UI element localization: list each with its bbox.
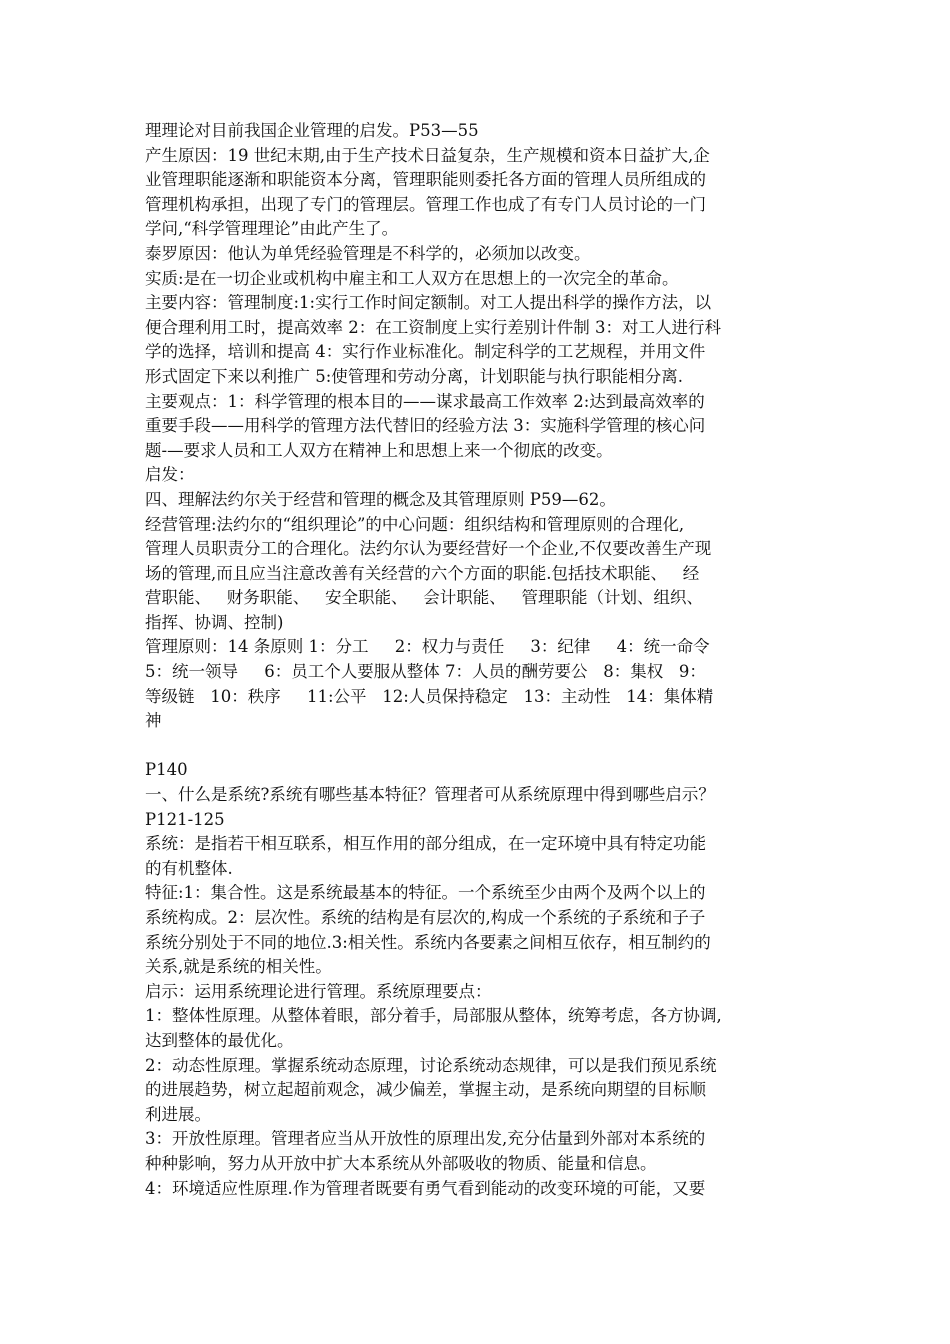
text-line: 的进展趋势，树立起超前观念，减少偏差，掌握主动，是系统向期望的目标顺 — [145, 1080, 706, 1100]
text-line: 4：环境适应性原理.作为管理者既要有勇气看到能动的改变环境的可能，又要 — [145, 1178, 706, 1198]
text-line: 学的选择，培训和提高 4：实行作业标准化。制定科学的工艺规程，并用文件 — [145, 342, 706, 362]
text-line: 学问,“科学管理理论”由此产生了。 — [145, 219, 399, 239]
text-line: 场的管理,而且应当注意改善有关经营的六个方面的职能.包括技术职能、 经 — [145, 563, 700, 583]
text-line: 的有机整体. — [145, 858, 233, 878]
text-line: 神 — [145, 711, 162, 731]
text-line: 达到整体的最优化。 — [145, 1030, 294, 1050]
text-line: 产生原因：19 世纪末期,由于生产技术日益复杂，生产规模和资本日益扩大,企 — [145, 145, 710, 165]
text-line: 系统：是指若干相互联系，相互作用的部分组成，在一定环境中具有特定功能 — [145, 834, 706, 854]
text-line: P140 — [145, 760, 188, 780]
text-line: 经营管理:法约尔的“组织理论”的中心问题：组织结构和管理原则的合理化, — [145, 514, 685, 534]
text-line: 管理机构承担，出现了专门的管理层。管理工作也成了有专门人员讨论的一门 — [145, 194, 706, 214]
text-line: 实质:是在一切企业或机构中雇主和工人双方在思想上的一次完全的革命。 — [145, 268, 679, 288]
text-line: 关系,就是系统的相关性。 — [145, 957, 332, 977]
blank-line — [145, 734, 817, 759]
text-line: 业管理职能逐渐和职能资本分离，管理职能则委托各方面的管理人员所组成的 — [145, 170, 706, 190]
text-line: 启发： — [145, 465, 195, 485]
text-line: 形式固定下来以利推广 5:使管理和劳动分离，计划职能与执行职能相分离. — [145, 366, 684, 386]
text-line: 系统构成。2：层次性。系统的结构是有层次的,构成一个系统的子系统和子子 — [145, 908, 706, 927]
text-line: 1：整体性原理。从整体着眼，部分着手，局部服从整体，统筹考虑，各方协调, — [145, 1006, 722, 1026]
text-line: 管理人员职责分工的合理化。法约尔认为要经营好一个企业,不仅要改善生产现 — [145, 539, 712, 559]
text-line: 主要内容：管理制度:1:实行工作时间定额制。对工人提出科学的操作方法，以 — [145, 293, 712, 313]
text-line: 主要观点：1：科学管理的根本目的——谋求最高工作效率 2:达到最高效率的 — [145, 391, 705, 411]
text-line: 启示：运用系统理论进行管理。系统原理要点： — [145, 981, 492, 1001]
text-line: P121-125 — [145, 809, 225, 829]
text-line: 便合理利用工时，提高效率 2：在工资制度上实行差别计件制 3：对工人进行科 — [145, 317, 721, 337]
text-line: 3：开放性原理。管理者应当从开放性的原理出发,充分估量到外部对本系统的 — [145, 1129, 706, 1149]
text-line: 2：动态性原理。掌握系统动态原理，讨论系统动态规律，可以是我们预见系统 — [145, 1055, 717, 1075]
text-line: 5：统一领导 6：员工个人要服从整体 7：人员的酬劳要公 8：集权 9： — [145, 662, 706, 682]
text-line: 等级链 10：秩序 11:公平 12:人员保持稳定 13：主动性 14：集体精 — [145, 686, 714, 706]
text-line: 营职能、 财务职能、 安全职能、 会计职能、 管理职能（计划、组织、 — [145, 588, 703, 608]
text-line: 题-—要求人员和工人双方在精神上和思想上来一个彻底的改变。 — [145, 440, 613, 460]
text-line: 四、理解法约尔关于经营和管理的概念及其管理原则 P59—62。 — [145, 489, 616, 509]
text-line: 管理原则：14 条原则 1：分工 2：权力与责任 3：纪律 4：统一命令 — [145, 637, 710, 657]
text-line: 利进展。 — [145, 1104, 211, 1124]
document-body — [145, 119, 817, 1201]
text-line: 种种影响，努力从开放中扩大本系统从外部吸收的物质、能量和信息。 — [145, 1153, 657, 1173]
text-line: 系统分别处于不同的地位.3:相关性。系统内各要素之间相互依存，相互制约的 — [145, 932, 711, 952]
text-line: 理理论对目前我国企业管理的启发。P53—55 — [145, 121, 479, 140]
text-line: 重要手段——用科学的管理方法代替旧的经验方法 3：实施科学管理的核心问 — [145, 416, 706, 436]
text-line: 一、什么是系统?系统有哪些基本特征？管理者可从系统原理中得到哪些启示？ — [145, 785, 715, 805]
text-line: 泰罗原因：他认为单凭经验管理是不科学的，必须加以改变。 — [145, 243, 591, 263]
text-line: 特征:1：集合性。这是系统最基本的特征。一个系统至少由两个及两个以上的 — [145, 883, 706, 903]
text-line: 指挥、协调、控制) — [145, 612, 284, 632]
